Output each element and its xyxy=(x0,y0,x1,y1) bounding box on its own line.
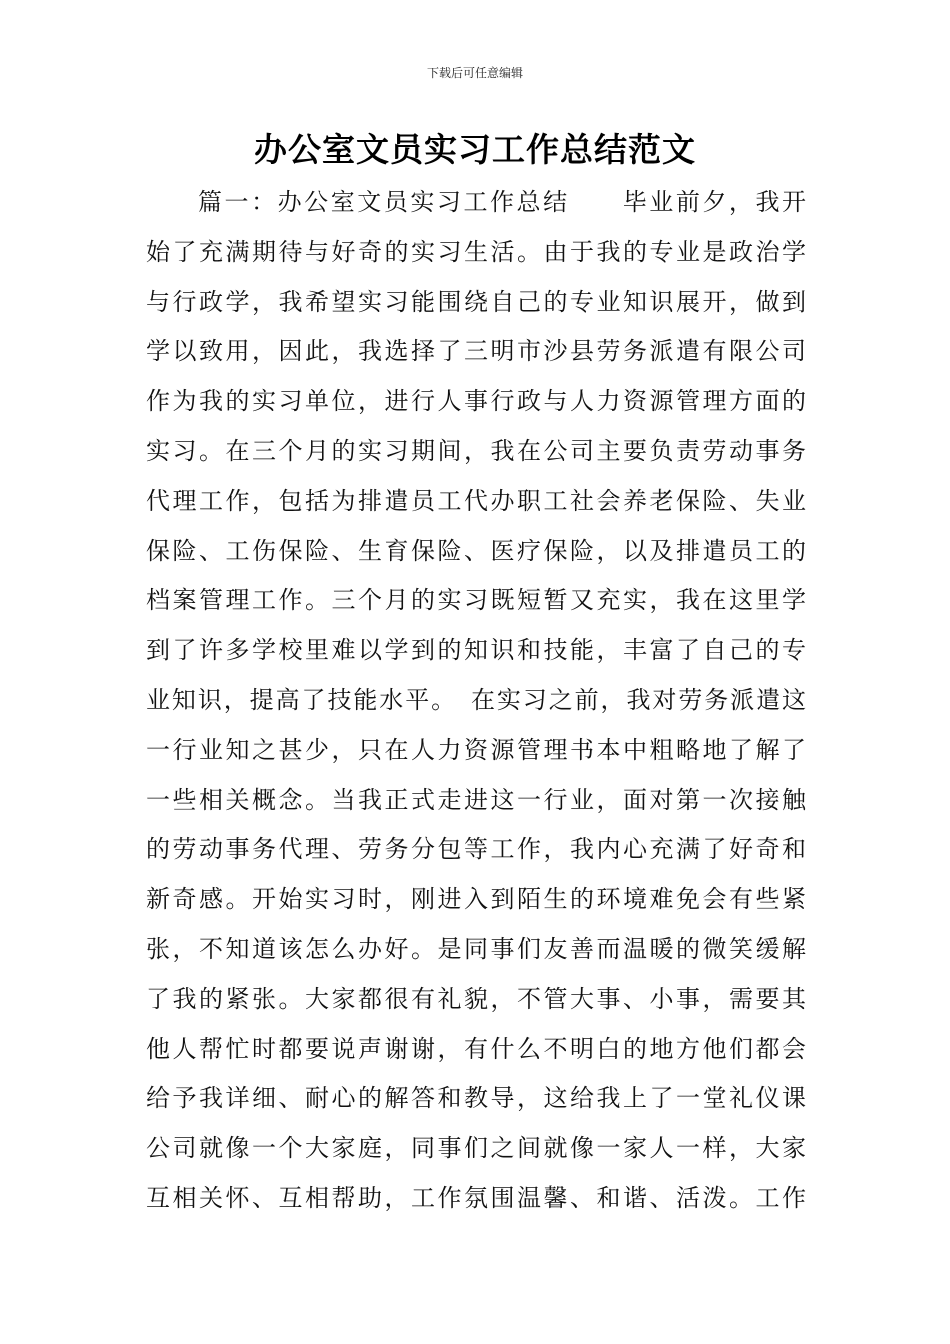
body-line: 张，不知道该怎么办好。是同事们友善而温暖的微笑缓解 xyxy=(146,934,806,963)
body-line: 给予我详细、耐心的解答和教导，这给我上了一堂礼仪课 xyxy=(146,1084,806,1113)
body-line: 公司就像一个大家庭，同事们之间就像一家人一样，大家 xyxy=(146,1134,806,1163)
body-line: 篇一：办公室文员实习工作总结 毕业前夕，我开 xyxy=(198,188,806,216)
body-line: 保险、工伤保险、生育保险、医疗保险，以及排遣员工的 xyxy=(146,536,806,565)
body-line: 到了许多学校里难以学到的知识和技能，丰富了自己的专 xyxy=(146,636,806,665)
body-line: 一行业知之甚少，只在人力资源管理书本中粗略地了解了 xyxy=(146,735,806,764)
body-line: 与行政学，我希望实习能围绕自己的专业知识展开，做到 xyxy=(146,287,806,316)
body-line: 新奇感。开始实习时，刚进入到陌生的环境难免会有些紧 xyxy=(146,885,806,914)
body-line: 代理工作，包括为排遣员工代办职工社会养老保险、失业 xyxy=(146,486,806,515)
body-line: 实习。在三个月的实习期间，我在公司主要负责劳动事务 xyxy=(146,436,806,465)
header-note: 下载后可任意编辑 xyxy=(426,66,523,80)
body-line: 了我的紧张。大家都很有礼貌，不管大事、小事，需要其 xyxy=(146,984,806,1013)
document-body xyxy=(146,178,806,1224)
body-line: 学以致用，因此，我选择了三明市沙县劳务派遣有限公司 xyxy=(146,337,806,366)
body-line: 始了充满期待与好奇的实习生活。由于我的专业是政治学 xyxy=(146,237,806,266)
body-line: 档案管理工作。三个月的实习既短暂又充实，我在这里学 xyxy=(146,586,806,615)
body-line: 作为我的实习单位，进行人事行政与人力资源管理方面的 xyxy=(146,387,806,416)
body-line: 互相关怀、互相帮助，工作氛围温馨、和谐、活泼。工作 xyxy=(146,1183,806,1212)
body-line: 他人帮忙时都要说声谢谢，有什么不明白的地方他们都会 xyxy=(146,1034,806,1063)
document-title: 办公室文员实习工作总结范文 xyxy=(254,130,696,169)
body-line: 的劳动事务代理、劳务分包等工作，我内心充满了好奇和 xyxy=(146,835,806,864)
body-line: 业知识，提高了技能水平。 在实习之前，我对劳务派遣这 xyxy=(146,685,806,714)
body-line: 一些相关概念。当我正式走进这一行业，面对第一次接触 xyxy=(146,785,806,814)
